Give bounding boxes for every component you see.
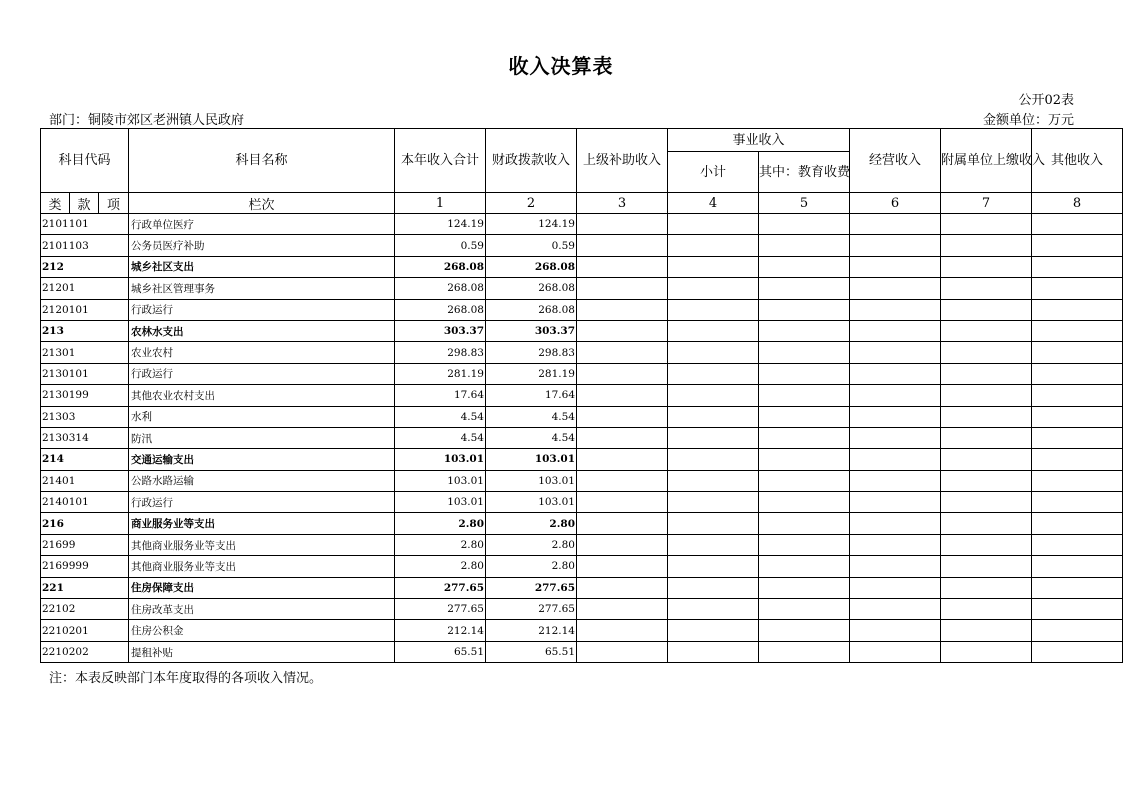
row-operating-income: [850, 577, 941, 598]
row-business-subtotal: [668, 427, 759, 448]
row-education-fees: [759, 320, 850, 341]
row-operating-income: [850, 449, 941, 470]
table-row: [41, 599, 1123, 620]
row-affiliated-income: [941, 513, 1032, 534]
header-superior-subsidy: 上级补助收入: [577, 129, 668, 193]
row-subject-name: 行政运行: [129, 363, 395, 384]
row-business-subtotal: [668, 470, 759, 491]
row-operating-income: [850, 599, 941, 620]
row-affiliated-income: [941, 492, 1032, 513]
header-xiang: 项: [99, 193, 129, 214]
row-total-income: 277.65: [395, 599, 486, 620]
row-subject-name: 公务员医疗补助: [129, 235, 395, 256]
row-business-subtotal: [668, 492, 759, 513]
row-fiscal-appropriation: 103.01: [486, 449, 577, 470]
row-superior-subsidy: [577, 513, 668, 534]
row-other-income: [1032, 385, 1123, 406]
row-other-income: [1032, 299, 1123, 320]
row-affiliated-income: [941, 427, 1032, 448]
row-superior-subsidy: [577, 363, 668, 384]
row-fiscal-appropriation: 277.65: [486, 577, 577, 598]
amount-unit-label: 金额单位：万元: [982, 113, 1074, 128]
row-superior-subsidy: [577, 620, 668, 641]
row-education-fees: [759, 427, 850, 448]
row-subject-code: 2120101: [41, 299, 129, 320]
row-subject-code: 221: [41, 577, 129, 598]
row-fiscal-appropriation: 212.14: [486, 620, 577, 641]
row-superior-subsidy: [577, 256, 668, 277]
row-subject-name: 住房公积金: [129, 620, 395, 641]
row-operating-income: [850, 406, 941, 427]
table-row: [41, 556, 1123, 577]
row-subject-name: 住房保障支出: [129, 577, 395, 598]
row-business-subtotal: [668, 534, 759, 555]
row-operating-income: [850, 235, 941, 256]
row-subject-code: 2140101: [41, 492, 129, 513]
row-fiscal-appropriation: 268.08: [486, 256, 577, 277]
row-subject-name: 公路水路运输: [129, 470, 395, 491]
row-subject-code: 2169999: [41, 556, 129, 577]
row-fiscal-appropriation: 2.80: [486, 556, 577, 577]
row-subject-name: 防汛: [129, 427, 395, 448]
row-business-subtotal: [668, 299, 759, 320]
row-business-subtotal: [668, 342, 759, 363]
row-total-income: 268.08: [395, 299, 486, 320]
row-education-fees: [759, 256, 850, 277]
row-subject-name: 其他商业服务业等支出: [129, 534, 395, 555]
row-subject-name: 城乡社区支出: [129, 256, 395, 277]
header-business-income: 事业收入: [668, 129, 850, 152]
row-superior-subsidy: [577, 214, 668, 235]
row-subject-name: 行政运行: [129, 299, 395, 320]
row-other-income: [1032, 449, 1123, 470]
row-superior-subsidy: [577, 406, 668, 427]
row-superior-subsidy: [577, 342, 668, 363]
header-kuan: 款: [70, 193, 99, 214]
table-row: [41, 470, 1123, 491]
row-fiscal-appropriation: 4.54: [486, 406, 577, 427]
row-total-income: 65.51: [395, 641, 486, 662]
row-operating-income: [850, 534, 941, 555]
row-total-income: 268.08: [395, 256, 486, 277]
income-table: [40, 128, 1123, 663]
row-other-income: [1032, 513, 1123, 534]
row-other-income: [1032, 427, 1123, 448]
column-number: 5: [759, 193, 850, 214]
row-business-subtotal: [668, 513, 759, 534]
header-other-income: 其他收入: [1032, 129, 1123, 193]
table-row: [41, 214, 1123, 235]
row-education-fees: [759, 385, 850, 406]
row-fiscal-appropriation: 103.01: [486, 492, 577, 513]
row-superior-subsidy: [577, 577, 668, 598]
row-total-income: 2.80: [395, 534, 486, 555]
row-business-subtotal: [668, 235, 759, 256]
row-affiliated-income: [941, 406, 1032, 427]
row-subject-code: 214: [41, 449, 129, 470]
column-number: 7: [941, 193, 1032, 214]
row-other-income: [1032, 599, 1123, 620]
row-education-fees: [759, 235, 850, 256]
table-row: [41, 641, 1123, 662]
row-education-fees: [759, 342, 850, 363]
row-total-income: 103.01: [395, 492, 486, 513]
row-operating-income: [850, 363, 941, 384]
row-total-income: 281.19: [395, 363, 486, 384]
row-total-income: 298.83: [395, 342, 486, 363]
header-fiscal-appropriation: 财政拨款收入: [486, 129, 577, 193]
row-total-income: 2.80: [395, 556, 486, 577]
column-number: 4: [668, 193, 759, 214]
row-operating-income: [850, 342, 941, 363]
row-superior-subsidy: [577, 470, 668, 491]
column-number: 8: [1032, 193, 1123, 214]
row-superior-subsidy: [577, 427, 668, 448]
row-education-fees: [759, 470, 850, 491]
row-affiliated-income: [941, 620, 1032, 641]
row-other-income: [1032, 534, 1123, 555]
table-row: [41, 299, 1123, 320]
table-row: [41, 492, 1123, 513]
row-operating-income: [850, 556, 941, 577]
row-affiliated-income: [941, 599, 1032, 620]
row-superior-subsidy: [577, 492, 668, 513]
form-code: 公开02表: [1018, 93, 1074, 108]
row-total-income: 212.14: [395, 620, 486, 641]
row-education-fees: [759, 620, 850, 641]
row-other-income: [1032, 363, 1123, 384]
row-business-subtotal: [668, 363, 759, 384]
row-operating-income: [850, 620, 941, 641]
row-superior-subsidy: [577, 299, 668, 320]
row-other-income: [1032, 278, 1123, 299]
row-fiscal-appropriation: 124.19: [486, 214, 577, 235]
row-total-income: 17.64: [395, 385, 486, 406]
row-other-income: [1032, 577, 1123, 598]
row-total-income: 103.01: [395, 470, 486, 491]
column-number: 3: [577, 193, 668, 214]
header-affiliated-income: 附属单位上缴收入: [941, 129, 1032, 193]
row-subject-name: 农林水支出: [129, 320, 395, 341]
row-subject-name: 城乡社区管理事务: [129, 278, 395, 299]
row-total-income: 0.59: [395, 235, 486, 256]
column-number: 2: [486, 193, 577, 214]
row-subject-code: 21303: [41, 406, 129, 427]
row-operating-income: [850, 278, 941, 299]
row-business-subtotal: [668, 320, 759, 341]
row-other-income: [1032, 641, 1123, 662]
row-affiliated-income: [941, 363, 1032, 384]
page-title: 收入决算表: [508, 54, 614, 78]
table-row: [41, 534, 1123, 555]
row-subject-code: 2101101: [41, 214, 129, 235]
row-subject-code: 2130101: [41, 363, 129, 384]
row-total-income: 268.08: [395, 278, 486, 299]
row-fiscal-appropriation: 65.51: [486, 641, 577, 662]
row-subject-name: 提租补贴: [129, 641, 395, 662]
row-education-fees: [759, 599, 850, 620]
table-row: [41, 513, 1123, 534]
row-fiscal-appropriation: 298.83: [486, 342, 577, 363]
row-fiscal-appropriation: 277.65: [486, 599, 577, 620]
row-total-income: 124.19: [395, 214, 486, 235]
table-row: [41, 406, 1123, 427]
row-subject-code: 21201: [41, 278, 129, 299]
row-subject-code: 216: [41, 513, 129, 534]
row-superior-subsidy: [577, 320, 668, 341]
table-row: [41, 577, 1123, 598]
row-business-subtotal: [668, 256, 759, 277]
header-subject-code: 科目代码: [41, 129, 129, 193]
row-affiliated-income: [941, 534, 1032, 555]
row-affiliated-income: [941, 256, 1032, 277]
row-business-subtotal: [668, 278, 759, 299]
table-row: [41, 278, 1123, 299]
row-subject-name: 行政单位医疗: [129, 214, 395, 235]
row-education-fees: [759, 363, 850, 384]
row-subject-code: 21401: [41, 470, 129, 491]
row-affiliated-income: [941, 449, 1032, 470]
row-fiscal-appropriation: 4.54: [486, 427, 577, 448]
row-fiscal-appropriation: 281.19: [486, 363, 577, 384]
row-education-fees: [759, 577, 850, 598]
table-row: [41, 235, 1123, 256]
row-operating-income: [850, 513, 941, 534]
row-education-fees: [759, 449, 850, 470]
header-lei: 类: [41, 193, 70, 214]
row-affiliated-income: [941, 385, 1032, 406]
department-label: 部门：铜陵市郊区老洲镇人民政府: [49, 113, 245, 128]
row-subject-code: 2101103: [41, 235, 129, 256]
row-total-income: 4.54: [395, 406, 486, 427]
table-note: 注：本表反映部门本年度取得的各项收入情况。: [49, 671, 323, 686]
row-business-subtotal: [668, 556, 759, 577]
row-affiliated-income: [941, 299, 1032, 320]
row-other-income: [1032, 492, 1123, 513]
row-total-income: 303.37: [395, 320, 486, 341]
row-subject-name: 住房改革支出: [129, 599, 395, 620]
row-subject-name: 交通运输支出: [129, 449, 395, 470]
row-fiscal-appropriation: 103.01: [486, 470, 577, 491]
row-subject-code: 21301: [41, 342, 129, 363]
row-education-fees: [759, 534, 850, 555]
table-row: [41, 620, 1123, 641]
row-education-fees: [759, 641, 850, 662]
row-affiliated-income: [941, 641, 1032, 662]
row-other-income: [1032, 470, 1123, 491]
row-subject-code: 2130199: [41, 385, 129, 406]
row-superior-subsidy: [577, 278, 668, 299]
row-business-subtotal: [668, 577, 759, 598]
row-operating-income: [850, 256, 941, 277]
row-education-fees: [759, 278, 850, 299]
row-affiliated-income: [941, 342, 1032, 363]
row-total-income: 103.01: [395, 449, 486, 470]
row-affiliated-income: [941, 577, 1032, 598]
row-operating-income: [850, 299, 941, 320]
row-affiliated-income: [941, 278, 1032, 299]
row-subject-code: 2210202: [41, 641, 129, 662]
row-subject-name: 水利: [129, 406, 395, 427]
row-fiscal-appropriation: 0.59: [486, 235, 577, 256]
table-row: [41, 320, 1123, 341]
row-total-income: 4.54: [395, 427, 486, 448]
row-superior-subsidy: [577, 385, 668, 406]
table-row: [41, 363, 1123, 384]
table-row: [41, 449, 1123, 470]
row-total-income: 277.65: [395, 577, 486, 598]
row-subject-code: 2130314: [41, 427, 129, 448]
column-number: 1: [395, 193, 486, 214]
row-subject-code: 2210201: [41, 620, 129, 641]
row-education-fees: [759, 513, 850, 534]
row-business-subtotal: [668, 599, 759, 620]
row-education-fees: [759, 556, 850, 577]
row-subject-code: 21699: [41, 534, 129, 555]
row-fiscal-appropriation: 2.80: [486, 534, 577, 555]
row-superior-subsidy: [577, 556, 668, 577]
row-fiscal-appropriation: 303.37: [486, 320, 577, 341]
column-number: 6: [850, 193, 941, 214]
row-education-fees: [759, 299, 850, 320]
table-row: [41, 256, 1123, 277]
row-other-income: [1032, 342, 1123, 363]
row-subject-name: 行政运行: [129, 492, 395, 513]
row-operating-income: [850, 492, 941, 513]
row-business-subtotal: [668, 406, 759, 427]
row-business-subtotal: [668, 449, 759, 470]
row-operating-income: [850, 470, 941, 491]
row-subject-name: 其他农业农村支出: [129, 385, 395, 406]
row-total-income: 2.80: [395, 513, 486, 534]
row-superior-subsidy: [577, 449, 668, 470]
row-fiscal-appropriation: 17.64: [486, 385, 577, 406]
row-fiscal-appropriation: 268.08: [486, 299, 577, 320]
table-row: [41, 385, 1123, 406]
row-affiliated-income: [941, 470, 1032, 491]
row-fiscal-appropriation: 2.80: [486, 513, 577, 534]
row-other-income: [1032, 235, 1123, 256]
row-affiliated-income: [941, 556, 1032, 577]
table-row: [41, 342, 1123, 363]
row-other-income: [1032, 556, 1123, 577]
row-business-subtotal: [668, 214, 759, 235]
header-subtotal: 小计: [668, 152, 759, 193]
row-affiliated-income: [941, 235, 1032, 256]
row-other-income: [1032, 256, 1123, 277]
row-subject-code: 213: [41, 320, 129, 341]
row-other-income: [1032, 406, 1123, 427]
row-subject-code: 22102: [41, 599, 129, 620]
row-superior-subsidy: [577, 534, 668, 555]
header-lanci: 栏次: [129, 193, 395, 214]
row-operating-income: [850, 320, 941, 341]
row-education-fees: [759, 214, 850, 235]
row-operating-income: [850, 427, 941, 448]
header-subject-name: 科目名称: [129, 129, 395, 193]
row-business-subtotal: [668, 620, 759, 641]
header-total-income: 本年收入合计: [395, 129, 486, 193]
row-business-subtotal: [668, 641, 759, 662]
row-affiliated-income: [941, 320, 1032, 341]
row-superior-subsidy: [577, 641, 668, 662]
row-other-income: [1032, 320, 1123, 341]
row-operating-income: [850, 214, 941, 235]
row-fiscal-appropriation: 268.08: [486, 278, 577, 299]
row-subject-name: 商业服务业等支出: [129, 513, 395, 534]
table-row: [41, 427, 1123, 448]
row-superior-subsidy: [577, 599, 668, 620]
row-subject-code: 212: [41, 256, 129, 277]
row-other-income: [1032, 620, 1123, 641]
row-affiliated-income: [941, 214, 1032, 235]
row-education-fees: [759, 406, 850, 427]
row-superior-subsidy: [577, 235, 668, 256]
row-subject-name: 其他商业服务业等支出: [129, 556, 395, 577]
row-subject-name: 农业农村: [129, 342, 395, 363]
row-operating-income: [850, 385, 941, 406]
row-operating-income: [850, 641, 941, 662]
row-business-subtotal: [668, 385, 759, 406]
row-education-fees: [759, 492, 850, 513]
row-other-income: [1032, 214, 1123, 235]
header-operating-income: 经营收入: [850, 129, 941, 193]
header-education-fees: 其中：教育收费: [759, 152, 850, 193]
